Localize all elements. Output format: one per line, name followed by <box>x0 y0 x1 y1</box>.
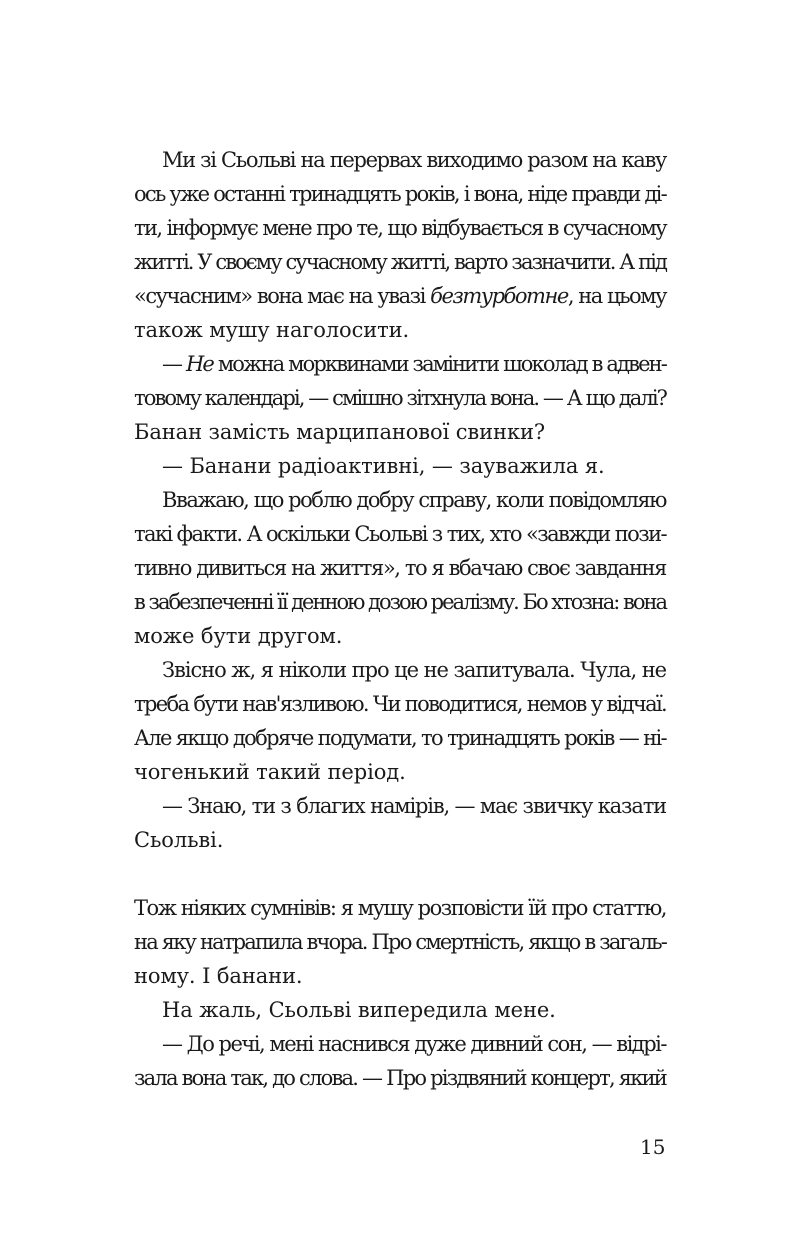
text-line <box>134 279 666 313</box>
text-line: на яку натрапила вчора. Про смертність, якщо в загаль- <box>134 930 666 954</box>
text-run: — <box>162 352 186 376</box>
text-line: На жаль, Сьольві випередила мене. <box>162 998 556 1022</box>
text-line: Вважаю, що роблю добру справу, коли повідомляю <box>162 488 667 512</box>
emphasis-run: безтурботне <box>430 284 568 308</box>
text-line: ось уже останні тринадцять років, і вона, ніде правди ді- <box>134 182 666 206</box>
text-line: ти, інформує мене про те, що відбувається в сучасному <box>134 216 667 240</box>
text-line: — Знаю, ти з благих намірів, — має звичку казати <box>162 794 666 818</box>
text-line <box>134 347 666 381</box>
text-run: , на цьому <box>567 284 666 308</box>
text-line: Сьольві. <box>134 828 224 852</box>
text-line: такі факти. А оскільки Сьольві з тих, хто «завжди пози- <box>134 522 666 546</box>
text-line: також мушу наголосити. <box>134 318 410 342</box>
text-line: Ми зі Сьольві на перервах виходимо разом на каву <box>162 148 666 172</box>
text-run: «сучасним» вона має на увазі <box>134 284 431 308</box>
body-text <box>134 143 666 1095</box>
text-line: Але якщо добряче подумати, то тринадцять років — ні- <box>134 726 667 750</box>
text-line: Звісно ж, я ніколи про це не запитувала. Чула, не <box>162 658 666 682</box>
text-line: Банан замість марципанової свинки? <box>134 420 546 444</box>
text-line: чогенький такий період. <box>134 760 406 784</box>
text-line: треба бути нав'язливою. Чи поводитися, немов у відчаї. <box>134 692 667 716</box>
text-line: товому календарі, — смішно зітхнула вона. — А що далі? <box>134 386 667 410</box>
text-line: — Банани радіоактивні, — зауважила я. <box>162 454 605 478</box>
text-line: ному. І банани. <box>134 964 303 988</box>
text-run: можна морквинами замінити шоколад в адвен- <box>213 352 667 376</box>
page-number: 15 <box>640 1135 666 1159</box>
paragraph-gap <box>134 857 666 891</box>
text-line: зала вона так, до слова. — Про різдвяний концерт, який <box>134 1066 667 1090</box>
text-line: житті. У своєму сучасному житті, варто зазначити. А під <box>134 250 667 274</box>
text-line: Тож ніяких сумнівів: я мушу розповісти їй про статтю, <box>134 896 666 920</box>
text-line: тивно дивиться на життя», то я вбачаю своє завдання <box>134 556 666 580</box>
text-line: в забезпеченні її денною дозою реалізму. Бо хтозна: вона <box>134 590 666 614</box>
text-line: може бути другом. <box>134 624 343 648</box>
emphasis-run: Не <box>185 352 213 376</box>
text-line: — До речі, мені наснився дуже дивний сон, — відрі- <box>162 1032 666 1056</box>
